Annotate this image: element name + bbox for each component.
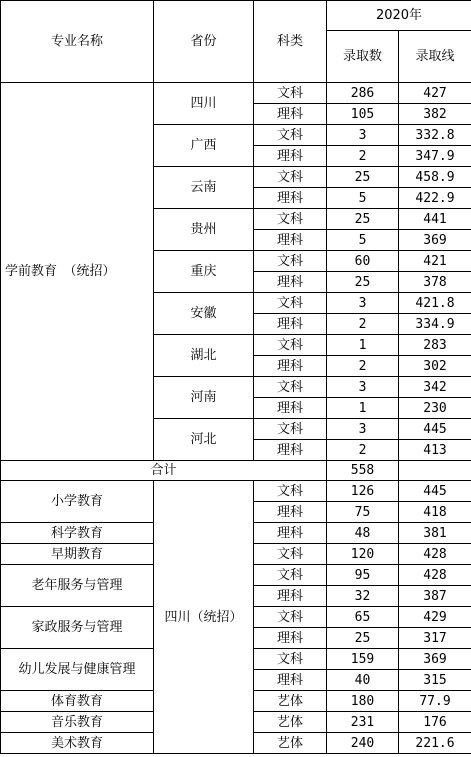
subject-cell: 文科 (254, 335, 327, 356)
admitted-count: 105 (327, 104, 399, 125)
subject-cell: 文科 (254, 125, 327, 146)
major-name: 小学教育 (1, 481, 154, 523)
subject-cell: 理科 (254, 586, 327, 607)
admission-score: 221.6 (399, 733, 471, 754)
province-name: 云南 (154, 167, 254, 209)
subject-cell: 文科 (254, 251, 327, 272)
admission-score: 378 (399, 272, 471, 293)
subject-cell: 理科 (254, 398, 327, 419)
subject-cell: 文科 (254, 544, 327, 565)
admission-score: 382 (399, 104, 471, 125)
province-name: 四川（统招） (154, 481, 254, 754)
subject-cell: 理科 (254, 670, 327, 691)
admitted-count: 2 (327, 314, 399, 335)
header-province: 省份 (154, 1, 254, 83)
subject-cell: 理科 (254, 523, 327, 544)
admitted-count: 286 (327, 83, 399, 104)
admitted-count: 3 (327, 125, 399, 146)
major-name: 音乐教育 (1, 712, 154, 733)
admitted-count: 2 (327, 356, 399, 377)
admitted-count: 32 (327, 586, 399, 607)
admission-score: 369 (399, 230, 471, 251)
subject-cell: 文科 (254, 209, 327, 230)
admitted-count: 3 (327, 293, 399, 314)
major-name: 早期教育 (1, 544, 154, 565)
admission-score: 342 (399, 377, 471, 398)
admitted-count: 25 (327, 628, 399, 649)
subject-cell: 文科 (254, 607, 327, 628)
province-name: 四川 (154, 83, 254, 125)
province-name: 湖北 (154, 335, 254, 377)
admitted-count: 3 (327, 419, 399, 440)
admission-score: 317 (399, 628, 471, 649)
subject-cell: 艺体 (254, 691, 327, 712)
province-name: 贵州 (154, 209, 254, 251)
admission-score: 369 (399, 649, 471, 670)
admission-score: 418 (399, 502, 471, 523)
admitted-count: 3 (327, 377, 399, 398)
subject-cell: 理科 (254, 440, 327, 461)
admitted-count: 48 (327, 523, 399, 544)
province-name: 河北 (154, 419, 254, 461)
admission-score: 413 (399, 440, 471, 461)
total-score-empty (399, 461, 471, 481)
admitted-count: 5 (327, 230, 399, 251)
province-name: 广西 (154, 125, 254, 167)
admission-score: 315 (399, 670, 471, 691)
admission-score: 283 (399, 335, 471, 356)
admitted-count: 240 (327, 733, 399, 754)
subject-cell: 文科 (254, 167, 327, 188)
admission-score: 458.9 (399, 167, 471, 188)
subject-cell: 理科 (254, 104, 327, 125)
admission-score: 428 (399, 565, 471, 586)
admission-score: 421.8 (399, 293, 471, 314)
subject-cell: 文科 (254, 293, 327, 314)
province-name: 重庆 (154, 251, 254, 293)
admission-score: 334.9 (399, 314, 471, 335)
subject-cell: 理科 (254, 230, 327, 251)
subject-cell: 理科 (254, 272, 327, 293)
admitted-count: 65 (327, 607, 399, 628)
subject-cell: 理科 (254, 146, 327, 167)
header-admitted: 录取数 (327, 31, 399, 83)
total-label: 合计 (1, 461, 327, 481)
admission-score: 422.9 (399, 188, 471, 209)
admitted-count: 75 (327, 502, 399, 523)
subject-cell: 艺体 (254, 733, 327, 754)
major-name: 美术教育 (1, 733, 154, 754)
subject-cell: 文科 (254, 649, 327, 670)
subject-cell: 文科 (254, 565, 327, 586)
admitted-count: 180 (327, 691, 399, 712)
admitted-count: 126 (327, 481, 399, 502)
table-row (1, 481, 471, 502)
subject-cell: 文科 (254, 481, 327, 502)
subject-cell: 理科 (254, 502, 327, 523)
header-row (1, 1, 471, 31)
province-name: 河南 (154, 377, 254, 419)
major-name: 学前教育 （统招） (1, 83, 154, 461)
admitted-count: 25 (327, 272, 399, 293)
header-score: 录取线 (399, 31, 471, 83)
admitted-count: 1 (327, 398, 399, 419)
total-count: 558 (327, 461, 399, 481)
admitted-count: 25 (327, 167, 399, 188)
admission-score: 77.9 (399, 691, 471, 712)
admitted-count: 5 (327, 188, 399, 209)
subject-cell: 艺体 (254, 712, 327, 733)
admission-score: 427 (399, 83, 471, 104)
major-name: 幼儿发展与健康管理 (1, 649, 154, 691)
total-row (1, 461, 471, 481)
admission-score: 445 (399, 481, 471, 502)
subject-cell: 文科 (254, 419, 327, 440)
major-name: 体育教育 (1, 691, 154, 712)
admission-score: 445 (399, 419, 471, 440)
admission-score: 441 (399, 209, 471, 230)
subject-cell: 理科 (254, 314, 327, 335)
admitted-count: 120 (327, 544, 399, 565)
header-subject: 科类 (254, 1, 327, 83)
admission-score: 347.9 (399, 146, 471, 167)
province-name: 安徽 (154, 293, 254, 335)
admission-score: 176 (399, 712, 471, 733)
subject-cell: 理科 (254, 188, 327, 209)
admission-score: 230 (399, 398, 471, 419)
subject-cell: 理科 (254, 628, 327, 649)
subject-cell: 文科 (254, 377, 327, 398)
admitted-count: 2 (327, 146, 399, 167)
major-name: 科学教育 (1, 523, 154, 544)
major-name: 老年服务与管理 (1, 565, 154, 607)
admitted-count: 40 (327, 670, 399, 691)
admitted-count: 159 (327, 649, 399, 670)
admitted-count: 95 (327, 565, 399, 586)
subject-cell: 理科 (254, 356, 327, 377)
admitted-count: 231 (327, 712, 399, 733)
admission-score: 381 (399, 523, 471, 544)
admission-score: 429 (399, 607, 471, 628)
header-major: 专业名称 (1, 1, 154, 83)
admission-score: 421 (399, 251, 471, 272)
admitted-count: 1 (327, 335, 399, 356)
admission-score: 332.8 (399, 125, 471, 146)
header-year: 2020年 (327, 1, 471, 31)
major-name: 家政服务与管理 (1, 607, 154, 649)
table-row (1, 83, 471, 104)
subject-cell: 文科 (254, 83, 327, 104)
admitted-count: 2 (327, 440, 399, 461)
admitted-count: 60 (327, 251, 399, 272)
admission-score: 302 (399, 356, 471, 377)
admitted-count: 25 (327, 209, 399, 230)
admission-score: 428 (399, 544, 471, 565)
admission-score: 387 (399, 586, 471, 607)
